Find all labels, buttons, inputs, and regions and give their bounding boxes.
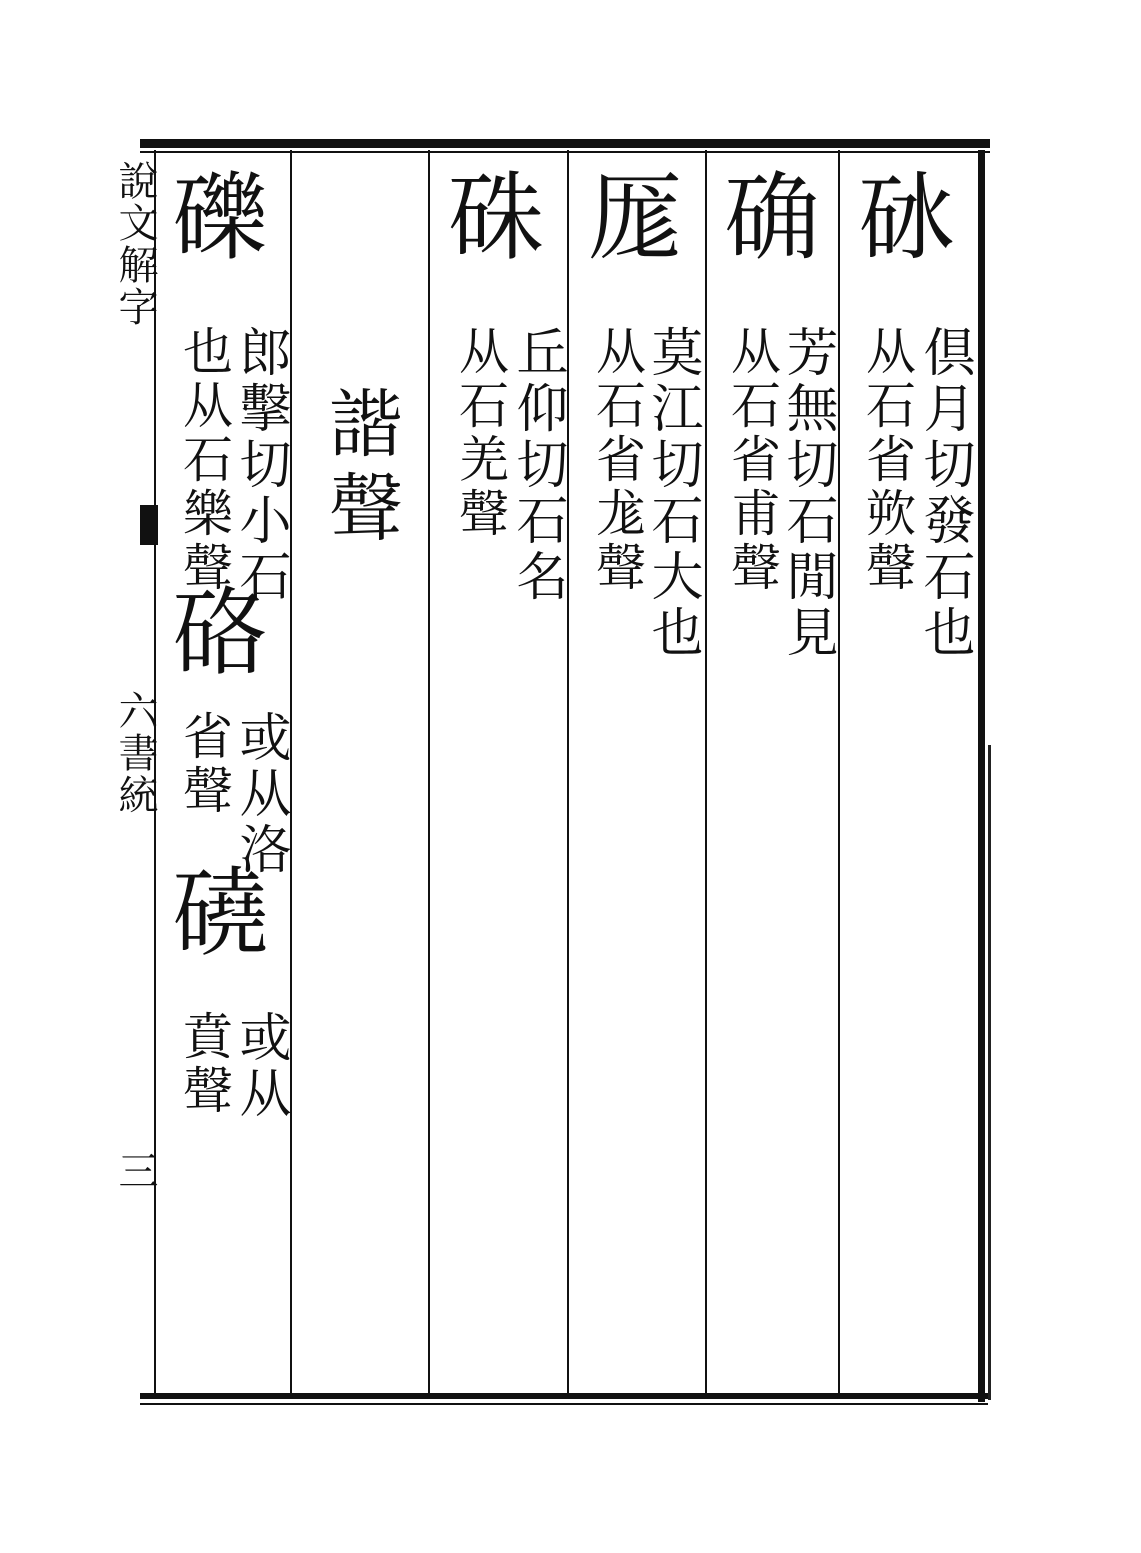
top-border <box>140 139 990 148</box>
right-border <box>978 150 985 1402</box>
variant-note: 省聲 <box>175 710 233 818</box>
bottom-border-inner <box>140 1403 988 1405</box>
gloss-line: 莫江切石大也 <box>642 325 702 661</box>
column-divider <box>428 150 430 1395</box>
gloss-line: 从石省欮聲 <box>858 325 916 595</box>
margin-section: 六書統 <box>112 690 158 816</box>
gloss-line: 从石羌聲 <box>451 325 509 541</box>
gloss-line: 从石省尨聲 <box>588 325 646 595</box>
margin-title: 說文解字 <box>112 160 158 328</box>
variant-seal-character: 磽 <box>172 857 268 969</box>
gloss-line: 芳無切石閒見 <box>777 325 837 661</box>
bottom-border <box>140 1393 988 1399</box>
column-divider <box>705 150 707 1395</box>
seal-character: 确 <box>724 162 820 274</box>
right-border-edge <box>988 745 991 1400</box>
margin-fishtail <box>140 505 158 545</box>
variant-note: 或从 <box>230 1010 290 1122</box>
gloss-line: 郎擊切小石 <box>230 325 290 605</box>
variant-note: 或从洛 <box>230 710 290 878</box>
gloss-line: 也从石樂聲 <box>175 325 233 595</box>
gloss-line: 丘仰切石名 <box>507 325 567 605</box>
gloss-line: 从石省甫聲 <box>723 325 781 595</box>
variant-seal-character: 硌 <box>172 577 268 689</box>
seal-character: 硃 <box>448 162 544 274</box>
top-border-inner <box>140 151 990 153</box>
gloss-line: 倶月切發石也 <box>914 325 974 661</box>
margin-page-number: 三 <box>112 1150 158 1192</box>
variant-note: 賁聲 <box>175 1010 233 1118</box>
section-heading: 諧聲 <box>317 385 403 553</box>
seal-character: 厖 <box>588 162 684 274</box>
seal-character: 礫 <box>172 162 268 274</box>
seal-character: 砅 <box>858 162 954 274</box>
